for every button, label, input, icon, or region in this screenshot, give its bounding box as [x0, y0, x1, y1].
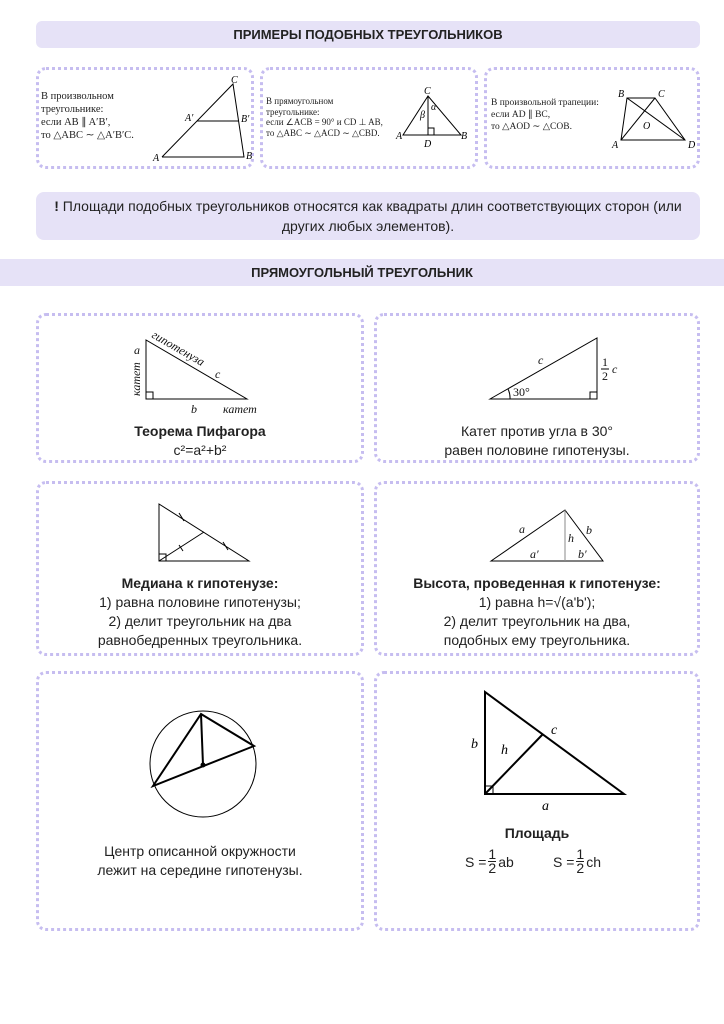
- card-pythagoras: [36, 313, 364, 463]
- example-card-trapezoid: [484, 67, 700, 169]
- text-line: то △AOD ∼ △COB.: [491, 122, 572, 132]
- card-title: Медиана к гипотенузе:: [121, 575, 279, 591]
- denominator: 2: [576, 860, 585, 876]
- label: a: [542, 799, 549, 814]
- label: A: [396, 131, 403, 142]
- text-line: если ∠ACB = 90° и CD ⊥ AB,: [266, 117, 383, 127]
- fraction: [576, 848, 584, 875]
- 30-degree-diagram: [482, 326, 642, 406]
- exclamation-icon: !: [54, 198, 59, 214]
- label: A: [612, 140, 619, 151]
- label: C: [424, 86, 431, 97]
- caption: [39, 574, 361, 650]
- caption: [377, 574, 697, 650]
- text-line: если AB ∥ A′B′,: [41, 117, 111, 128]
- text-line: то △ABC ∼ △ACD ∼ △CBD.: [266, 127, 380, 138]
- card-title: Площадь: [504, 825, 570, 841]
- label: 30°: [513, 385, 530, 399]
- text-line: подобных ему треугольника.: [443, 632, 631, 648]
- label: b: [191, 402, 197, 416]
- text-line: треугольнике:: [41, 104, 104, 115]
- denominator: 2: [488, 860, 497, 876]
- area-formula-ch: [553, 848, 601, 875]
- label: B: [618, 89, 625, 100]
- card-circumcircle: [36, 671, 364, 931]
- label: β: [420, 110, 425, 121]
- example-text: [266, 96, 383, 138]
- label: b: [586, 523, 592, 537]
- text-line: Катет против угла в 30°: [460, 423, 614, 439]
- area-ratio-note: [36, 192, 700, 240]
- circumcircle-diagram: [143, 704, 263, 824]
- text-line: В прямоугольном: [266, 96, 334, 106]
- text-line: если AD ∥ BC,: [491, 110, 551, 120]
- formula-prefix: S =: [553, 853, 575, 870]
- text-line: 1) равна h=√(a'b');: [478, 594, 596, 610]
- area-diagram: [467, 682, 647, 822]
- triangle-diagram: [149, 75, 259, 165]
- area-formula-ab: [465, 848, 514, 875]
- example-card-triangle: [36, 67, 254, 169]
- text-line: равнобедренных треугольника.: [97, 632, 303, 648]
- text-line: 2) делит треугольник на два,: [443, 613, 631, 629]
- text-line: 2) делит треугольник на два: [108, 613, 292, 629]
- section-header-similar: ПРИМЕРЫ ПОДОБНЫХ ТРЕУГОЛЬНИКОВ: [36, 21, 700, 48]
- label: D: [424, 139, 432, 150]
- label: b′: [578, 547, 587, 561]
- label: c: [612, 362, 618, 376]
- label: a: [134, 343, 140, 357]
- median-diagram: [149, 494, 259, 564]
- label: h: [568, 531, 574, 545]
- formula-suffix: ab: [498, 853, 514, 870]
- altitude-diagram: [487, 504, 617, 574]
- card-area: [374, 671, 700, 931]
- label: B: [461, 131, 468, 142]
- label: катет: [223, 402, 257, 416]
- label: c: [215, 367, 221, 381]
- card-30-degree: [374, 313, 700, 463]
- label: b: [471, 737, 478, 752]
- label: гипотенуза: [149, 327, 208, 369]
- label: α: [431, 102, 437, 113]
- right-triangle-diagram: [397, 85, 467, 165]
- example-text: [41, 90, 134, 142]
- label: a′: [530, 547, 539, 561]
- example-text: [491, 97, 599, 133]
- caption: [39, 422, 361, 460]
- section-header-right-triangle: ПРЯМОУГОЛЬНЫЙ ТРЕУГОЛЬНИК: [0, 259, 724, 286]
- pythagoras-diagram: [127, 324, 287, 420]
- label: c: [551, 723, 558, 738]
- label: C: [231, 75, 238, 86]
- text-line: то △ABC ∼ △A′B′C.: [41, 130, 134, 141]
- label: O: [643, 121, 651, 132]
- fraction: [488, 848, 496, 875]
- label: 2: [602, 369, 608, 383]
- text-line: 1) равна половине гипотенузы;: [99, 594, 301, 610]
- caption: [39, 842, 361, 880]
- label: B′: [241, 114, 250, 125]
- label: h: [501, 743, 508, 758]
- label: D: [688, 140, 696, 151]
- text-line: лежит на середине гипотенузы.: [97, 862, 303, 878]
- formula-suffix: ch: [586, 853, 601, 870]
- caption: [377, 422, 697, 460]
- formula-prefix: S =: [465, 853, 487, 870]
- card-title: Высота, проведенная к гипотенузе:: [413, 575, 661, 591]
- example-card-right-triangle: [260, 67, 478, 169]
- card-altitude: [374, 481, 700, 656]
- label: A′: [185, 113, 194, 124]
- numerator: 1: [576, 846, 585, 862]
- label: катет: [129, 362, 143, 396]
- label: 1: [602, 355, 608, 369]
- label: B: [246, 151, 253, 162]
- text-line: Центр описанной окружности: [104, 843, 296, 859]
- label: a: [519, 522, 525, 536]
- text-line: треугольнике:: [266, 106, 320, 117]
- formula: c²=a²+b²: [173, 442, 227, 458]
- label: C: [658, 89, 665, 100]
- label: c: [538, 353, 544, 367]
- label: A: [153, 153, 160, 164]
- text-line: В произвольном: [41, 91, 114, 102]
- text-line: В произвольной трапеции:: [491, 98, 599, 108]
- text-line: равен половине гипотенузы.: [444, 442, 630, 458]
- numerator: 1: [488, 846, 497, 862]
- card-median: [36, 481, 364, 656]
- note-text: Площади подобных треугольников относятся как квадраты длин соответствующих сторон (или других любых элементов).: [62, 198, 682, 234]
- card-title: Теорема Пифагора: [134, 423, 266, 439]
- trapezoid-diagram: [612, 85, 702, 165]
